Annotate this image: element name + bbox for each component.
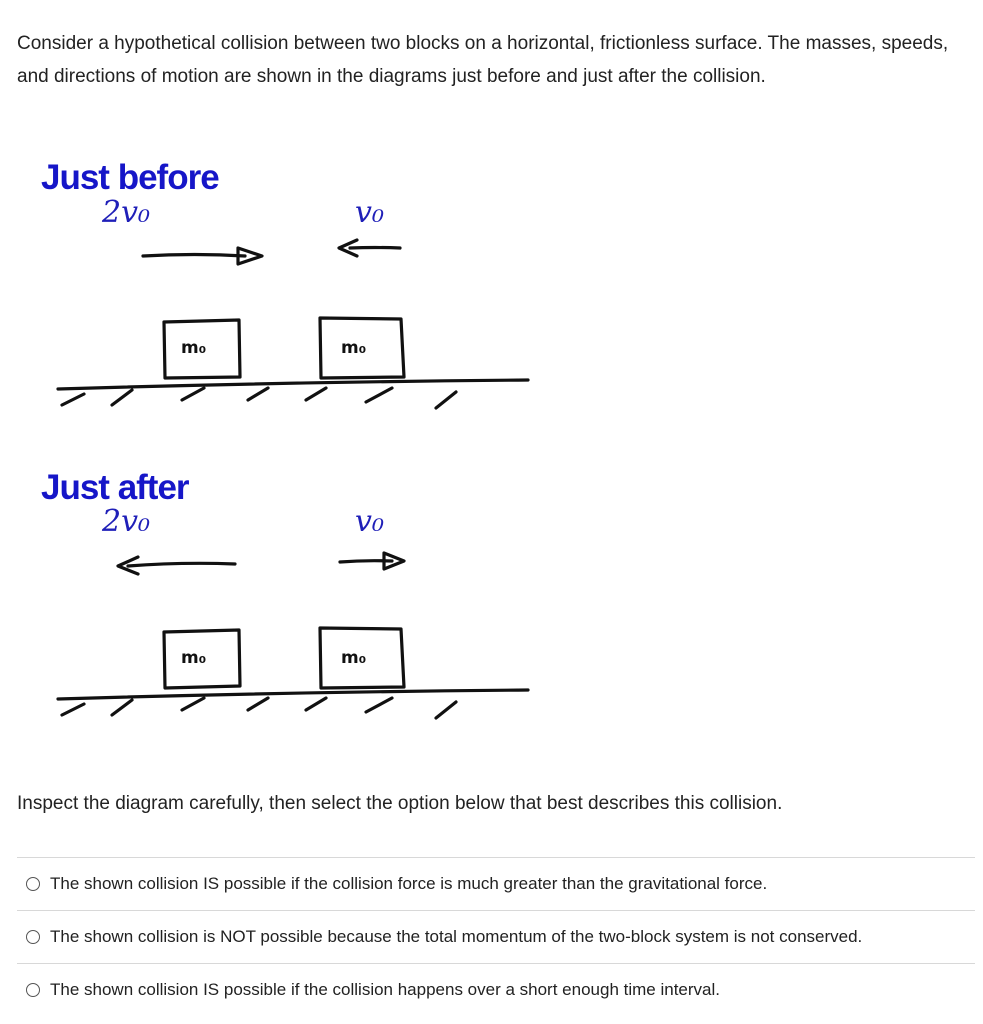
just-before-label: Just before	[41, 158, 219, 197]
just-after-label: Just after	[41, 468, 189, 507]
answer-option[interactable]	[17, 910, 975, 963]
after-right-speed: v₀	[355, 504, 384, 539]
after-right-mass: m₀	[341, 648, 367, 668]
question-prompt: Inspect the diagram carefully, then select the option below that best describes this collision.	[17, 793, 783, 814]
radio-button[interactable]	[26, 877, 40, 891]
answer-option[interactable]	[17, 857, 975, 910]
radio-button[interactable]	[26, 983, 40, 997]
after-ground-hatch	[62, 698, 456, 718]
before-right-mass: m₀	[341, 338, 367, 358]
after-ground-line	[58, 690, 528, 699]
radio-button[interactable]	[26, 930, 40, 944]
answer-option-text: The shown collision IS possible if the collision force is much greater than the gravitational force.	[50, 874, 768, 893]
after-left-velocity-arrow	[128, 563, 235, 566]
collision-diagram	[0, 150, 560, 730]
before-left-mass: m₀	[181, 338, 207, 358]
before-right-speed: v₀	[355, 195, 384, 230]
before-ground-hatch	[62, 388, 456, 408]
before-left-speed: 2v₀	[102, 195, 151, 230]
after-left-mass: m₀	[181, 648, 207, 668]
answer-option[interactable]	[17, 963, 975, 1016]
before-ground-line	[58, 380, 528, 389]
answer-options	[17, 857, 975, 1016]
answer-option-text: The shown collision IS possible if the collision happens over a short enough time interval.	[50, 980, 720, 999]
after-left-speed: 2v₀	[102, 504, 151, 539]
before-left-velocity-arrow	[143, 255, 245, 257]
question-intro: Consider a hypothetical collision between two blocks on a horizontal, frictionless surface. The masses, speeds, and directions of motion are shown in the diagrams just before and just after the collision.	[17, 33, 949, 87]
diagram-sketch	[0, 150, 560, 730]
answer-option-text: The shown collision is NOT possible because the total momentum of the two-block system is not conserved.	[50, 927, 863, 946]
before-right-velocity-arrow	[350, 248, 400, 249]
